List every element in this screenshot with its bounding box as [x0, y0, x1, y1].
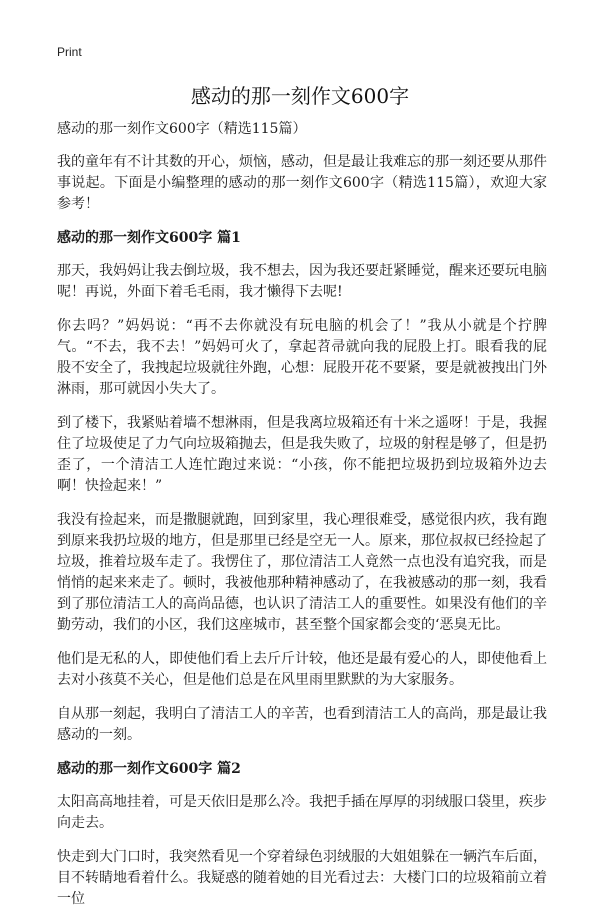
- section-heading-2: 感动的那一刻作文600字 篇2: [57, 761, 241, 777]
- page-title: 感动的那一刻作文600字: [190, 84, 410, 108]
- article-body: [57, 119, 547, 923]
- article-subtitle: 感动的那一刻作文600字（精选115篇）: [57, 121, 307, 137]
- intro-paragraph: 我的童年有不计其数的开心，烦恼，感动，但是最让我难忘的那一刻还要从那件事说起。下面是小编整理的感动的那一刻作文600字（精选115篇），欢迎大家参考！: [57, 154, 547, 212]
- paragraph: 他们是无私的人，即使他们看上去斤斤计较，他还是最有爱心的人，即使他看上去对小孩莫不关心，但是他们总是在风里雨里默默的为大家服务。: [57, 651, 547, 688]
- paragraph: 太阳高高地挂着，可是天依旧是那么冷。我把手插在厚厚的羽绒服口袋里，疾步向走去。: [57, 794, 547, 831]
- section-heading-1: 感动的那一刻作文600字 篇1: [57, 230, 241, 246]
- paragraph: 那天，我妈妈让我去倒垃圾，我不想去，因为我还要赶紧睡觉，醒来还要玩电脑呢！再说，外面下着毛毛雨，我才懒得下去呢!: [57, 263, 547, 300]
- paragraph: 我没有捡起来，而是撒腿就跑，回到家里，我心理很难受，感觉很内疚，我有跑到原来我扔垃圾的地方，但是那里已经是空无一人。原来，那位叔叔已经捡起了垃圾，推着垃圾车走了。我愣住了，那位清洁工人竟然一点也没有追究我，而是悄悄的起来来走了。顿时，我被他那种精神感动了，在我被感动的那一刻，我看到了那位清洁工人的高尚品德，也认识了清洁工人的重要性。如果没有他们的辛勤劳动，我们的小区，我们这座城市，甚至整个国家都会变的‘恶臭无比。: [57, 512, 547, 633]
- paragraph: 到了楼下，我紧贴着墙不想淋雨，但是我离垃圾箱还有十米之遥呀！于是，我握住了垃圾使足了力气向垃圾箱抛去，但是我失败了，垃圾的射程是够了，但是扔歪了，一个清洁工人连忙跑过来说：“小孩，你不能把垃圾扔到垃圾箱外边去啊！快捡起来！”: [57, 415, 547, 494]
- paragraph: 你去吗？”妈妈说：“再不去你就没有玩电脑的机会了！”我从小就是个拧脾气。“不去，我不去！”妈妈可火了，拿起苕帚就向我的屁股上打。眼看我的屁股不安全了，我拽起垃圾就往外跑，心想：屁股开花不要紧，要是就被拽出门外淋雨，那可就因小失大了。: [57, 318, 547, 397]
- paragraph: 快走到大门口时，我突然看见一个穿着绿色羽绒服的大姐姐躲在一辆汽车后面，目不转睛地看着什么。我疑惑的随着她的目光看过去：大楼门口的垃圾箱前立着一位: [57, 849, 547, 907]
- print-link[interactable]: Print: [57, 45, 82, 59]
- paragraph: 自从那一刻起，我明白了清洁工人的辛苦，也看到清洁工人的高尚，那是最让我感动的一刻。: [57, 706, 547, 743]
